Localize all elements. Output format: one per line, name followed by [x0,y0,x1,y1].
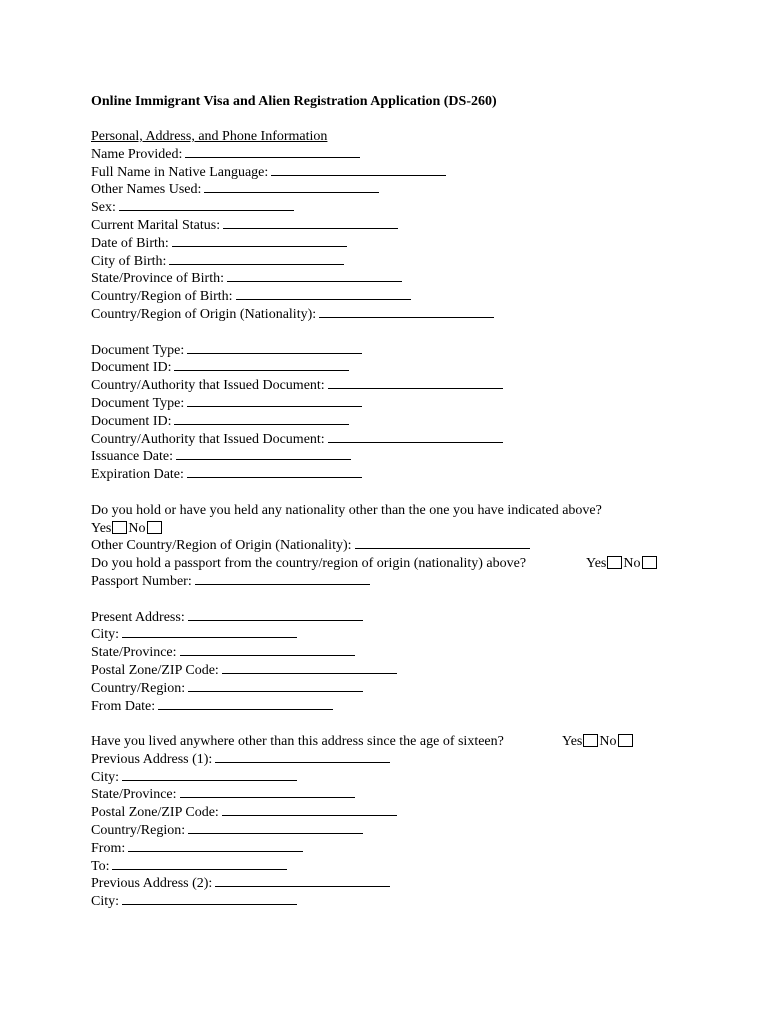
personal-info-fields [91,146,731,324]
field-label: Document Type: [91,395,185,411]
field-blank[interactable] [195,573,370,585]
form-field-row [91,217,731,235]
field-blank[interactable] [215,875,390,887]
field-blank[interactable] [187,342,362,354]
field-blank[interactable] [222,804,397,816]
spacer [91,591,731,609]
lived-yes-checkbox[interactable] [583,734,598,747]
form-field-row [91,875,731,893]
field-blank[interactable] [319,306,494,318]
form-field-row [91,537,731,555]
form-field-row [91,164,731,182]
field-label: Country/Region of Origin (Nationality): [91,306,317,322]
passport-options [586,555,658,573]
field-blank[interactable] [223,217,398,229]
passport-no-checkbox[interactable] [642,556,657,569]
field-blank[interactable] [174,413,349,425]
field-label: Country/Authority that Issued Document: [91,431,325,447]
field-blank[interactable] [122,893,297,905]
field-blank[interactable] [187,395,362,407]
form-field-row [91,769,731,787]
field-blank[interactable] [112,858,287,870]
field-blank[interactable] [188,609,363,621]
form-field-row [91,804,731,822]
form-field-row [91,342,731,360]
field-blank[interactable] [172,235,347,247]
no-label: No [599,734,617,750]
field-label: Other Country/Region of Origin (Nationality): [91,538,352,554]
field-blank[interactable] [215,751,390,763]
lived-options [562,733,634,751]
field-label: Current Marital Status: [91,217,221,233]
field-label: Date of Birth: [91,235,169,251]
field-label: Country/Region of Birth: [91,289,233,305]
lived-question: Have you lived anywhere other than this address since the age of sixteen? [91,734,504,750]
form-field-row [91,199,731,217]
field-label: Country/Region: [91,680,186,696]
field-label: Expiration Date: [91,467,184,483]
field-label: Name Provided: [91,146,183,162]
nationality-yes-checkbox[interactable] [112,521,127,534]
spacer [91,484,731,502]
yes-label: Yes [562,734,583,750]
form-field-row [91,680,731,698]
field-blank[interactable] [188,822,363,834]
form-field-row [91,840,731,858]
passport-yes-checkbox[interactable] [607,556,622,569]
form-field-row [91,698,731,716]
yes-label: Yes [91,520,112,536]
no-label: No [128,520,146,536]
field-blank[interactable] [185,146,360,158]
form-field-row [91,573,731,591]
nationality-question: Do you hold or have you held any nationality other than the one you have indicated above? [91,502,602,518]
form-field-row [91,626,731,644]
passport-question-row [91,555,731,573]
field-label: Passport Number: [91,573,192,589]
field-label: Postal Zone/ZIP Code: [91,662,219,678]
field-label: City: [91,769,120,785]
field-blank[interactable] [188,680,363,692]
lived-no-checkbox[interactable] [618,734,633,747]
document-fields [91,342,731,484]
form-field-row [91,822,731,840]
field-label: State/Province: [91,645,177,661]
field-label: Previous Address (1): [91,751,213,767]
field-blank[interactable] [176,448,351,460]
field-label: Document Type: [91,342,185,358]
form-field-row [91,395,731,413]
form-field-row [91,288,731,306]
field-label: From Date: [91,698,156,714]
field-blank[interactable] [271,164,446,176]
field-label: Present Address: [91,609,185,625]
form-field-row [91,431,731,449]
field-blank[interactable] [119,199,294,211]
form-field-row [91,609,731,627]
form-field-row [91,306,731,324]
field-blank[interactable] [204,181,379,193]
lived-question-row [91,733,731,751]
field-label: Sex: [91,200,116,216]
form-field-row [91,644,731,662]
field-blank[interactable] [158,698,333,710]
field-blank[interactable] [236,288,411,300]
yes-label: Yes [586,556,607,572]
spacer [91,324,731,342]
field-label: From: [91,840,126,856]
form-field-row [91,413,731,431]
form-content [91,93,731,911]
field-label: Document ID: [91,413,172,429]
field-label: Postal Zone/ZIP Code: [91,805,219,821]
field-blank[interactable] [122,769,297,781]
form-title: Online Immigrant Visa and Alien Registration Application (DS-260) [91,94,497,109]
field-blank[interactable] [187,466,362,478]
previous-address-fields [91,751,731,911]
field-blank[interactable] [122,626,297,638]
field-label: State/Province: [91,787,177,803]
form-field-row [91,181,731,199]
form-field-row [91,235,731,253]
nationality-answer-row [91,520,731,538]
field-label: Issuance Date: [91,449,174,465]
spacer [91,715,731,733]
passport-question: Do you hold a passport from the country/region of origin (nationality) above? [91,556,527,572]
nationality-no-checkbox[interactable] [147,521,162,534]
field-blank[interactable] [128,840,303,852]
form-field-row [91,751,731,769]
field-blank[interactable] [222,662,397,674]
field-label: Document ID: [91,360,172,376]
field-label: Full Name in Native Language: [91,164,269,180]
section-heading: Personal, Address, and Phone Information [91,129,328,144]
field-label: City: [91,627,120,643]
form-field-row [91,466,731,484]
present-address-fields [91,609,731,716]
form-field-row [91,146,731,164]
field-label: Other Names Used: [91,182,202,198]
field-blank[interactable] [355,537,530,549]
field-label: City: [91,894,120,910]
form-field-row [91,786,731,804]
field-blank[interactable] [180,644,355,656]
field-label: Country/Region: [91,823,186,839]
form-field-row [91,377,731,395]
field-label: State/Province of Birth: [91,271,224,287]
field-blank[interactable] [328,431,503,443]
field-label: To: [91,858,110,874]
form-field-row [91,448,731,466]
form-field-row [91,253,731,271]
field-label: Previous Address (2): [91,876,213,892]
field-blank[interactable] [227,270,402,282]
form-field-row [91,359,731,377]
field-blank[interactable] [169,253,344,265]
field-blank[interactable] [328,377,503,389]
field-label: Country/Authority that Issued Document: [91,378,325,394]
form-field-row [91,662,731,680]
no-label: No [623,556,641,572]
form-field-row [91,858,731,876]
form-field-row [91,270,731,288]
form-field-row [91,893,731,911]
field-blank[interactable] [180,786,355,798]
field-label: City of Birth: [91,253,167,269]
field-blank[interactable] [174,359,349,371]
